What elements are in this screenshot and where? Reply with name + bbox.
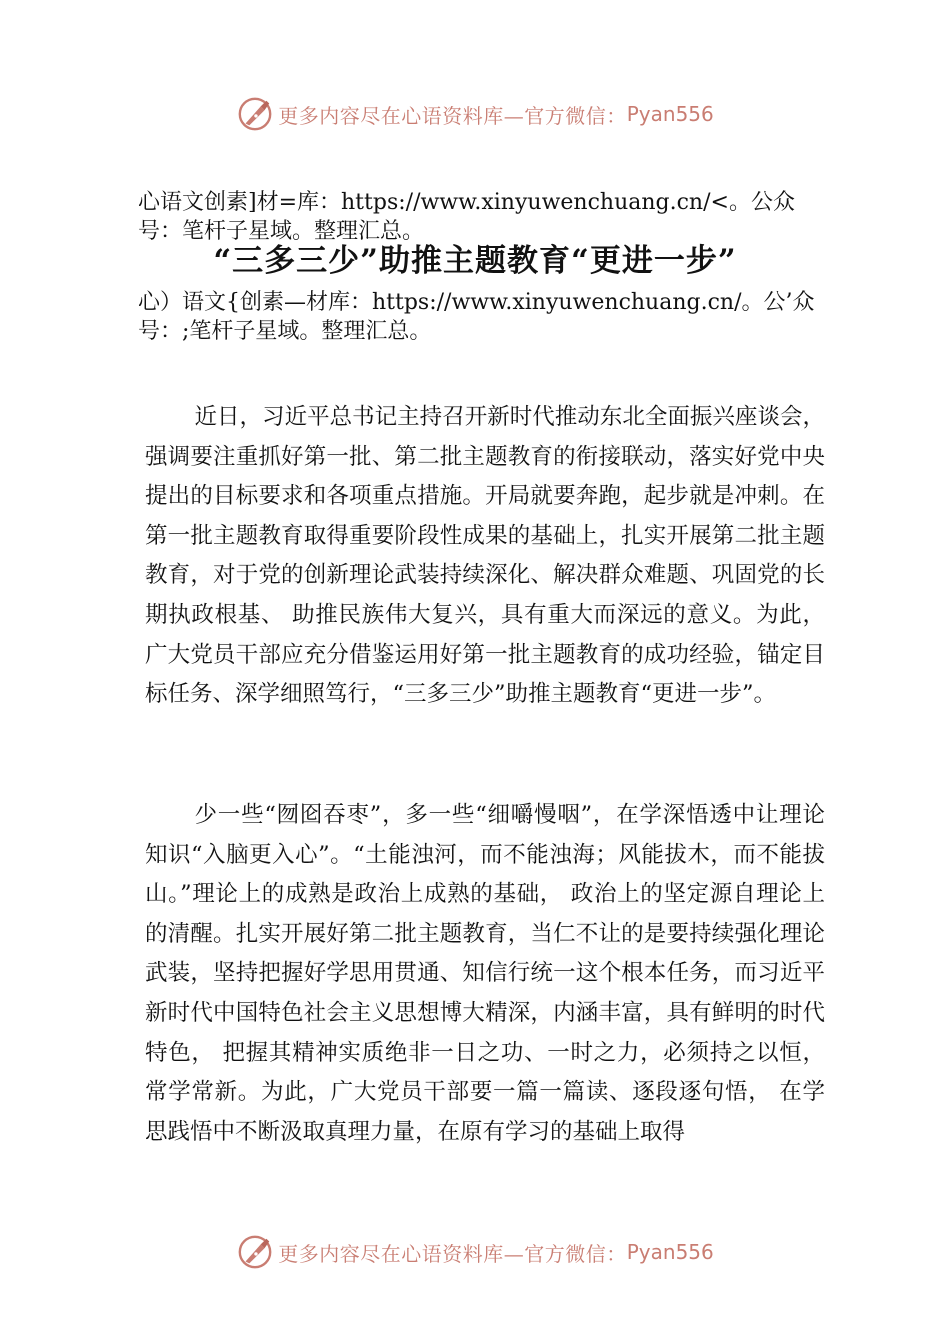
watermark-text-second: 心）语文{创素—材库：https://www.xinyuwenchuang.cn/。公’众号：;笔杆子星域。整理汇总。 (138, 290, 815, 344)
body-paragraph: 近日，习近平总书记主持召开新时代推动东北全面振兴座谈会，强调要注重抓好第一批、第二批主题教育的衔接联动，落实好党中央提出的目标要求和各项重点措施。开局就要奔跑，起步就是冲刺。在第一批主题教育取得重要阶段性成果的基础上，扎实开展第二批主题教育，对于党的创新理论武装持续深化、解决群众难题、巩固党的长期执政根基、 助推民族伟大复兴，具有重大而深远的意义。为此，广大党员干部应充分借鉴运用好第一批主题教育的成功经验，锚定目标任务、深学细照笃行，“三多三少”助推主题教育“更进一步”。 (145, 404, 825, 708)
wechat-id: Pyan556 (626, 1240, 714, 1264)
header-banner (0, 92, 950, 136)
body-paragraph: 少一些“囫囵吞枣”，多一些“细嚼慢咽”，在学深悟透中让理论知识“入脑更入心”。“土能浊河，而不能浊海；风能拔木，而不能拔山。”理论上的成熟是政治上成熟的基础， 政治上的坚定源自理论上的清醒。扎实开展好第二批主题教育，当仁不让的是要持续强化理论武装，坚持把握好学思用贯通、知信行统一这个根本任务，而习近平新时代中国特色社会主义思想博大精深，内涵丰富，具有鲜明的时代特色， 把握其精神实质绝非一日之功、一时之力，必须持之以恒， 常学常新。为此，广大党员干部要一篇一篇读、逐段逐句悟， 在学思践悟中不断汲取真理力量，在原有学习的基础上取得 (145, 802, 825, 1145)
fountain-pen-nib-icon (236, 1233, 274, 1271)
footer-banner (0, 1230, 950, 1274)
banner-text: 更多内容尽在心语资料库—官方微信： (278, 1241, 627, 1266)
wechat-id: Pyan556 (626, 102, 714, 126)
fountain-pen-nib-icon (236, 95, 274, 133)
banner-text: 更多内容尽在心语资料库—官方微信： (278, 103, 627, 128)
watermark-text-top: 心语文创素]材=库：https://www.xinyuwenchuang.cn/<。公众号：笔杆子星域。整理汇总。 (138, 190, 795, 244)
document-title: “三多三少”助推主题教育“更进一步” (213, 243, 737, 279)
